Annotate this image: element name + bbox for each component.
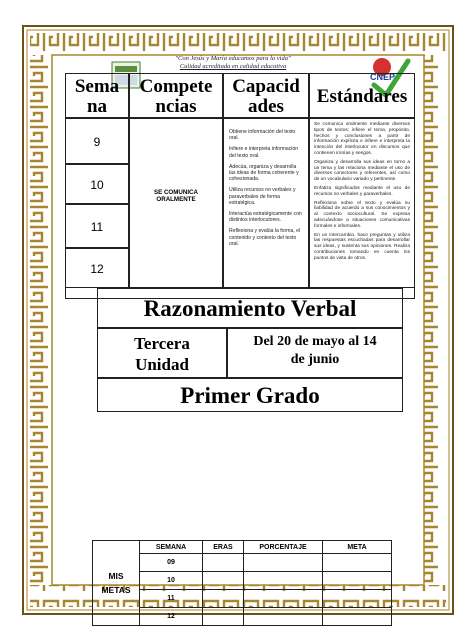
dates-line-2: de junio: [290, 352, 340, 367]
goals-eras-09[interactable]: [203, 554, 244, 572]
competencia-label: [130, 189, 222, 203]
header-semana: [65, 73, 129, 118]
week-cell-12: [65, 248, 129, 288]
course-title-box: [97, 288, 403, 328]
week-cell-10: [65, 164, 129, 204]
header-capacidades-line2: ades: [248, 96, 284, 117]
week-10: 10: [90, 178, 104, 192]
goals-meta-12[interactable]: [323, 608, 392, 626]
competencia-line2: ORALMENTE: [156, 196, 196, 203]
goals-label-cell: [93, 541, 140, 626]
unit-box: [97, 328, 227, 378]
week-cell-11: [65, 204, 129, 248]
week-12: 12: [90, 262, 104, 276]
estandares-cell: [309, 118, 415, 288]
goals-table: [92, 540, 392, 626]
goals-header-meta: META: [323, 541, 392, 554]
school-motto: [108, 55, 358, 71]
goals-eras-10[interactable]: [203, 572, 244, 590]
week-11: 11: [90, 220, 104, 234]
goals-label-line2: METAS: [101, 585, 131, 595]
header-estandares-label: Estándares: [316, 86, 408, 107]
goals-week-11: 11: [140, 590, 203, 608]
header-capacidades-line1: Capacid: [232, 76, 300, 97]
capacidad-3: Adecúa, organiza y desarrolla las ideas de forma coherente y cohesionada.: [229, 163, 299, 183]
header-competencias-line1: Compete: [139, 76, 213, 97]
competencia-line1: SE COMUNICA: [153, 189, 198, 196]
estandar-1: Se comunica oralmente mediante diversos tipos de textos; infiere el tema, propósito, hechos y conclusiones a partir de información explícita e infiere e interpreta la intención del interlocutor en discursos que contienen ironías y sesgos.: [314, 122, 410, 156]
goals-eras-12[interactable]: [203, 608, 244, 626]
cnep-logo-text: CNEP: [370, 72, 396, 82]
goals-porcentaje-09[interactable]: [244, 554, 323, 572]
goals-porcentaje-11[interactable]: [244, 590, 323, 608]
capacidad-4: Utiliza recursos no verbales y paraverbales de forma estratégica.: [229, 187, 296, 206]
dates-line-1: Del 20 de mayo al 14: [253, 334, 377, 349]
unit-line-1: Tercera: [134, 334, 190, 353]
competencia-cell: [129, 118, 223, 288]
goals-meta-11[interactable]: [323, 590, 392, 608]
motto-line-2: Calidad acreditada en calidad educativa: [179, 63, 287, 70]
goals-label-line1: MIS: [108, 571, 124, 581]
week-9: 9: [93, 135, 101, 149]
week-cell-9: [65, 118, 129, 164]
motto-line-1: "Con Jesús y María educamos para la vida": [175, 55, 291, 62]
capacidad-1: Obtiene información del texto oral.: [229, 129, 296, 142]
goals-header-semana: SEMANA: [140, 541, 203, 554]
header-semana-line2: na: [86, 96, 108, 117]
header-capacidades: [223, 73, 309, 118]
capacidad-2: Infiere e interpreta información del texto oral.: [229, 146, 299, 159]
goals-header-porcentaje: PORCENTAJE: [244, 541, 323, 554]
estandar-2: Organiza y desarrolla sus ideas en torno a un tema y las relaciona mediante el uso de diversos conectores y referentes, así como de un vocabulario variado y pertinente.: [314, 159, 410, 183]
dates-box: [227, 328, 403, 378]
estandar-5: En un intercambio, hace preguntas y utiliza las respuestas escuchadas para desarrollar sus ideas, y sustenta sus opiniones. Realiza contribuciones tomando en cuenta los puntos de vista de otros.: [314, 232, 410, 261]
goals-week-12: 12: [140, 608, 203, 626]
goals-meta-09[interactable]: [323, 554, 392, 572]
header-semana-line1: Sema: [74, 76, 120, 97]
unit-line-2: Unidad: [135, 355, 189, 374]
goals-eras-11[interactable]: [203, 590, 244, 608]
goals-porcentaje-10[interactable]: [244, 572, 323, 590]
estandar-4: Reflexiona sobre el texto y evalúa su fiabilidad de acuerdo a sus conocimientos y al contexto sociocultural. Se expresa adecuándose a situaciones comunicativas formales e informales.: [314, 200, 410, 229]
course-title: Razonamiento Verbal: [143, 296, 357, 321]
goals-meta-10[interactable]: [323, 572, 392, 590]
capacidades-cell: [223, 118, 309, 288]
grade-title: Primer Grado: [180, 383, 320, 408]
grade-box: [97, 378, 403, 412]
capacidad-5: Interactúa estratégicamente con distintos interlocutores.: [229, 211, 302, 224]
goals-week-10: 10: [140, 572, 203, 590]
goals-week-09: 09: [140, 554, 203, 572]
estandar-3: Enfatiza significados mediante el uso de recursos no verbales y paraverbales.: [314, 185, 410, 197]
header-competencias-line2: ncias: [155, 96, 197, 117]
header-competencias: [129, 73, 223, 118]
header-estandares: [309, 73, 415, 118]
goals-header-eras: ERAS: [203, 541, 244, 554]
capacidad-6: Reflexiona y evalúa la forma, el contenido y contexto del texto oral.: [229, 228, 301, 247]
goals-porcentaje-12[interactable]: [244, 608, 323, 626]
